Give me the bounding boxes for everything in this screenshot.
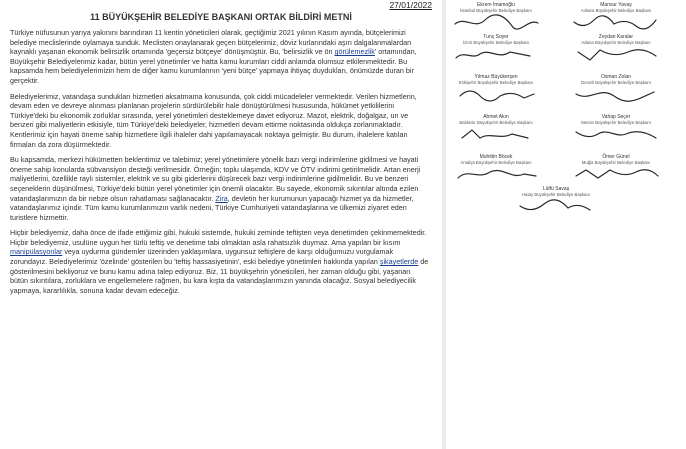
signatory-title: Eskişehir Büyükşehir Belediye Başkanı (458, 80, 534, 85)
paragraph-2 (10, 92, 430, 150)
signature-scribble (570, 126, 662, 144)
underlined-word: şikayetlerde (379, 257, 419, 267)
paragraph-3 (10, 155, 430, 222)
signatory-title: İstanbul Büyükşehir Belediye Başkanı (460, 8, 532, 13)
signatory-title: Muğla Büyükşehir Belediye Başkanı (581, 160, 651, 165)
signature-block (446, 34, 546, 64)
signatory-title: Hatay Büyükşehir Belediye Başkanı (521, 192, 591, 197)
signature-block (506, 186, 606, 216)
signatory-name: Vahap Seçer (601, 114, 631, 120)
signature-block (446, 74, 546, 104)
underlined-word: görülemezlik (334, 47, 375, 57)
signature-block (566, 154, 666, 184)
paragraph-1 (10, 28, 430, 86)
document-body (10, 28, 430, 301)
signature-scribble (570, 14, 662, 32)
signatory-title: Adana Büyükşehir Belediye Başkanı (581, 40, 651, 45)
signature-scribble (570, 86, 662, 104)
paragraph-text: Hiçbir belediyemiz, daha önce de ifade ettiğimiz gibi, hukuki sistemde, hukuki zeminde teftişten veya denetimden çekinmemektedir. Hiçbir belediyemiz, usulüne uygun her türlü teftiş ve denetime tabi olmaktan asla rahatsızlık duymaz. Ama yapılan bir kısım (10, 228, 427, 247)
document-title: 11 BÜYÜKŞEHİR BELEDİYE BAŞKANI ORTAK BİLDİRİ METNİ (90, 12, 352, 22)
signature-block (566, 34, 666, 64)
signatory-name: Ömer Günel (602, 154, 630, 160)
signatory-title: Denizli Büyükşehir Belediye Başkanı (581, 80, 651, 85)
signature-scribble (450, 14, 542, 32)
signatory-name: Yılmaz Büyükerşen (474, 74, 518, 80)
signatory-name: Osman Zolan (600, 74, 631, 80)
signature-block (566, 74, 666, 104)
document-date: 27/01/2022 (389, 0, 432, 10)
underlined-word: Zira (215, 193, 228, 203)
signature-block (446, 2, 546, 32)
signatory-name: Zeydan Karalar (598, 34, 634, 40)
signature-block (446, 154, 546, 184)
signatory-name: Muhittin Böcek (479, 154, 513, 160)
signatory-title: Ankara Büyükşehir Belediye Başkanı (580, 8, 652, 13)
signatory-title: Balıkesir Büyükşehir Belediye Başkanı (459, 120, 533, 125)
paragraph-4 (10, 228, 430, 295)
underlined-word: manipülasyonlar (10, 247, 63, 257)
signature-scribble (570, 46, 662, 64)
paragraph-text: de gösterilmesini bekliyoruz ve bunu kamu adına talep ediyoruz. Biz, 11 büyükşehrin yöneticileri, her zaman olduğu gibi, yaşanan bütün sıkıntılara, zorluklara ve engellemelere rağmen, bu kara kışta da vatandaşlarımızın yanında olacağız. Sosyal belediyecilik yapmaya, kararlılıkla, sonuna kadar devam edeceğiz. (10, 257, 429, 295)
signature-block (566, 2, 666, 32)
paragraph-text: Belediyelerimiz, vatandaşa sundukları hizmetleri aksatmama konusunda, çok ciddi mücadeleler vermektedir. Verilen hizmetlerin, devam eden ve devreye alınması planlanan projelerin sürdürülebilir hale dönüştürülmesi hususunda, hükümet yetkililerini Türkiye'deki bu ekonomik zorluklar sırasında, yerel yönetimleri desteklemeye davet ediyoruz. Mazot, elektrik, doğalgaz, un ve benzeri gibi maliyetlerin etkisiyle, tüm Türkiye'deki belediyeler, hizmetleri devam ettirme noktasında oldukça zorlanmaktadır. Kentlerimiz için hayati öneme sahip hizmetlere ilgili ihaleler dahi yapılamayacak noktaya gelmiştir. Bu durum, ihalelere katılan firmaları da zora düşürmektedir. (10, 91, 417, 149)
signature-scribble (570, 166, 662, 184)
signatory-title: Mersin Büyükşehir Belediye Başkanı (581, 120, 651, 125)
signature-scribble (450, 86, 542, 104)
signature-scribble (450, 46, 542, 64)
paragraph-text: , devletin her kurumunun yapacağı hizmet ya da hizmetler, vatandaşlarımız içindir. Tüm kamu kurumlarımızın varlık nedeni, Türkiye Cumhuriyeti vatandaşlarına ve ülkemizi ziyaret eden turistlere hizmettir. (10, 193, 414, 222)
signatory-name: Tunç Soyer (483, 34, 509, 40)
signature-block (446, 114, 546, 144)
signatory-title: Antalya Büyükşehir Belediye Başkanı (460, 160, 532, 165)
signatory-name: Mansur Yavaş (600, 2, 632, 8)
signature-scribble (510, 198, 602, 216)
paragraph-text: veya uydurma gündemler üzerinden yaklaşımlara, uygunsuz teftişlere de karşı olduğumuzu vurgulamak zorundayız. Belediyelerimiz 'özelinde' gösterilen bu 'teftiş hassasiyetinin', eski belediye yönetimleri hakkında yapılan (10, 247, 394, 267)
signatory-name: Ahmet Akın (483, 114, 509, 120)
signature-page (446, 0, 686, 449)
signature-scribble (450, 166, 542, 184)
signatory-name: Ekrem İmamoğlu (477, 2, 515, 8)
signatory-title: İzmir Büyükşehir Belediye Başkanı (462, 40, 530, 45)
signature-block (566, 114, 666, 144)
signature-scribble (450, 126, 542, 144)
paragraph-text: Türkiye nüfusunun yarıya yakınını barındıran 11 kentin yöneticileri olarak, geçtiğimiz 2021 yılının Kasım ayında, bütçelerimizi belediye meclislerinde oylamaya sunduk. Meclisten onaylanarak geçen bütçelerimiz, döviz kurlarındaki aşırı dalgalanmalardan kaynaklı yaşanan ekonomik belirsizlik ortamında 'geçersiz bütçeye' dönüşmüştür. Bu, 'belirsizlik ve ön (10, 28, 412, 57)
signatory-name: Lütfü Savaş (542, 186, 570, 192)
paragraph-text: Bu kapsamda, merkezi hükümetten beklentimiz ve talebimiz; yerel yönetimlere yönelik bazı vergi indirimlerine gidilmesi ve hayati öneme sahip konularda sübvansiyon desteği verilmesidir. Örneğin; toplu ulaşımda, KDV ve ÖTV indirimi getirilmelidir. Artan enerji maliyetlerini, özellikle raylı sistemler, elektrik ve su gibi giderlerini düşürecek bazı vergi indirimlerine gidilmelidir. Bu ve benzeri seçeneklerin düşünülmesi, Türkiye'deki bütün yerel yönetimler için önemli olacaktır. Bu sayede, ekonomik sıkıntılar altında ezilen vatandaşlarımızın da bir nebze olsun rahatlaması sağlanacaktır. (10, 155, 421, 203)
paragraph-text: ' ortamından, Büyükşehir Belediyelerimiz kadar, bütün yerel yönetimler ve hatta kamu kurumları ciddi anlamda olumsuz etkilenmektedir. Bu kapsamda hem belediyelerimizin hem de diğer kamu kurumlarının 'yeni bütçe' yapmaya ihtiyaç duydukları, önümüzde duran bir gerçektir. (10, 47, 417, 85)
